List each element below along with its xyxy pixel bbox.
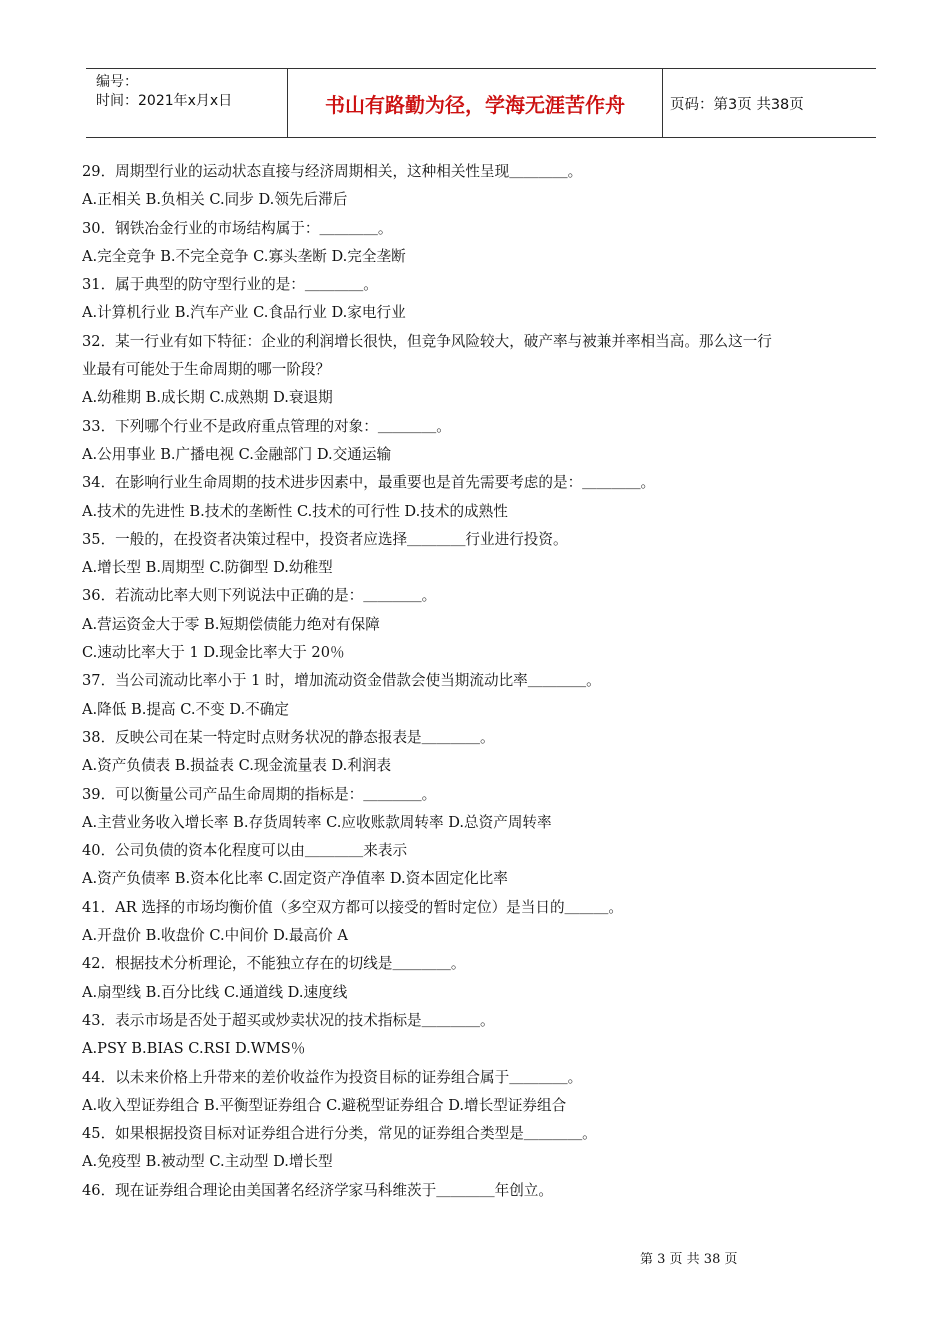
text-line: 29．周期型行业的运动状态直接与经济周期相关，这种相关性呈现＿＿＿＿。 <box>82 163 583 180</box>
text-line: A.开盘价 B.收盘价 C.中间价 D.最高价 A <box>82 927 348 945</box>
text-line: A.正相关 B.负相关 C.同步 D.领先后滞后 <box>82 191 348 209</box>
text-line: C.速动比率大于 1 D.现金比率大于 20％ <box>82 644 345 662</box>
text-line: A.扇型线 B.百分比线 C.通道线 D.速度线 <box>82 983 348 1001</box>
text-line: 34．在影响行业生命周期的技术进步因素中，最重要也是首先需要考虑的是：＿＿＿＿。 <box>82 474 656 492</box>
header-motto: 书山有路勤为径，学海无涯苦作舟 <box>287 69 663 137</box>
text-line: 45．如果根据投资目标对证券组合进行分类，常见的证券组合类型是＿＿＿＿。 <box>82 1125 597 1143</box>
text-line: 33．下列哪个行业不是政府重点管理的对象：＿＿＿＿。 <box>82 417 451 435</box>
document-time-label: 时间：2021年x月x日 <box>96 93 233 109</box>
text-line: A.增长型 B.周期型 C.防御型 D.幼稚型 <box>82 559 333 577</box>
text-line: 31．属于典型的防守型行业的是：＿＿＿＿。 <box>82 276 378 294</box>
question-body <box>82 158 882 1205</box>
text-line: 44．以未来价格上升带来的差价收益作为投资目标的证券组合属于＿＿＿＿。 <box>82 1068 583 1086</box>
header-meta <box>86 69 286 137</box>
text-line: A.主营业务收入增长率 B.存货周转率 C.应收账款周转率 D.总资产周转率 <box>82 813 552 831</box>
text-line: 42．根据技术分析理论，不能独立存在的切线是＿＿＿＿。 <box>82 955 466 973</box>
text-line: A.计算机行业 B.汽车产业 C.食品行业 D.家电行业 <box>82 304 406 322</box>
text-line: A.资产负债率 B.资本化比率 C.固定资产净值率 D.资本固定化比率 <box>82 870 508 888</box>
text-line: 36．若流动比率大则下列说法中正确的是：＿＿＿＿。 <box>82 587 437 605</box>
text-line: 30．钢铁冶金行业的市场结构属于：＿＿＿＿。 <box>82 219 393 237</box>
text-line: A.技术的先进性 B.技术的垄断性 C.技术的可行性 D.技术的成熟性 <box>82 502 508 520</box>
page-header <box>86 68 876 138</box>
text-line: 37．当公司流动比率小于 1 时，增加流动资金借款会使当期流动比率＿＿＿＿。 <box>82 672 601 690</box>
document-id-label: 编号： <box>96 74 138 90</box>
header-page-info: 页码：第3页 共38页 <box>670 96 804 113</box>
text-line: 39．可以衡量公司产品生命周期的指标是：＿＿＿＿。 <box>82 785 437 803</box>
text-line: 业最有可能处于生命周期的哪一阶段？ <box>82 361 331 379</box>
text-line: 46．现在证券组合理论由美国著名经济学家马科维茨于＿＿＿＿年创立。 <box>82 1181 553 1199</box>
text-line: A.营运资金大于零 B.短期偿债能力绝对有保障 <box>82 615 380 633</box>
text-line: A.PSY B.BIAS C.RSI D.WMS％ <box>82 1040 306 1058</box>
text-line: A.免疫型 B.被动型 C.主动型 D.增长型 <box>82 1153 333 1171</box>
text-line: A.完全竞争 B.不完全竞争 C.寡头垄断 D.完全垄断 <box>82 247 406 265</box>
text-line: A.收入型证券组合 B.平衡型证券组合 C.避税型证券组合 D.增长型证券组合 <box>82 1096 567 1114</box>
text-line: 41．AR 选择的市场均衡价值（多空双方都可以接受的暂时定位）是当日的＿＿＿。 <box>82 898 623 916</box>
text-line: A.资产负债表 B.损益表 C.现金流量表 D.利润表 <box>82 757 392 775</box>
text-line: 40．公司负债的资本化程度可以由＿＿＿＿来表示 <box>82 842 408 860</box>
text-line: A.公用事业 B.广播电视 C.金融部门 D.交通运输 <box>82 445 392 463</box>
text-line: 38．反映公司在某一特定时点财务状况的静态报表是＿＿＿＿。 <box>82 728 495 746</box>
page-footer: 第 3 页 共 38 页 <box>640 1252 738 1267</box>
text-line: 43．表示市场是否处于超买或炒卖状况的技术指标是＿＿＿＿。 <box>82 1011 495 1029</box>
text-line: 35．一般的，在投资者决策过程中，投资者应选择＿＿＿＿行业进行投资。 <box>82 530 568 548</box>
text-line: A.降低 B.提高 C.不变 D.不确定 <box>82 700 289 718</box>
text-line: A.幼稚期 B.成长期 C.成熟期 D.衰退期 <box>82 389 333 407</box>
text-line: 32．某一行业有如下特征：企业的利润增长很快，但竞争风险较大，破产率与被兼并率相当高。那么这一行 <box>82 332 772 350</box>
